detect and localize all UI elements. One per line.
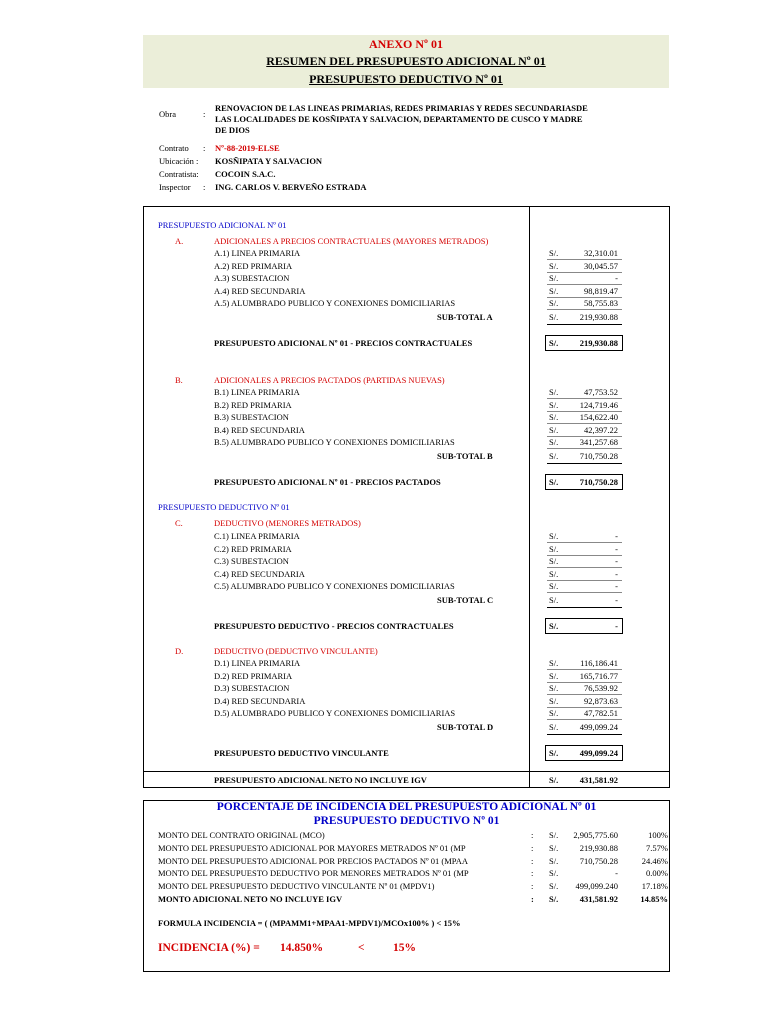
inspector-label: Inspector — [159, 182, 191, 192]
subtotal-a-underline — [547, 324, 622, 325]
item-underline — [547, 592, 622, 593]
section-c-title: DEDUCTIVO (MENORES METRADOS) — [214, 518, 361, 528]
section-a-letter: A. — [175, 236, 184, 246]
incidence-row-percent: 14.85% — [640, 894, 668, 904]
incidence-row-colon: : — [531, 894, 534, 904]
contrato-colon: : — [203, 143, 206, 153]
incidence-row-colon: : — [531, 881, 534, 892]
total-d-label: PRESUPUESTO DEDUCTIVO VINCULANTE — [214, 748, 389, 758]
annex-title: ANEXO Nº 01 — [369, 37, 443, 51]
item-currency: S/. — [549, 412, 559, 423]
contratista-value: COCOIN S.A.C. — [215, 169, 276, 179]
inspector-value: ING. CARLOS V. BERVEÑO ESTRADA — [215, 182, 367, 192]
incidence-result-limit: 15% — [393, 942, 416, 954]
incidence-row-value: 499,099.240 — [575, 881, 618, 892]
section-c-letter: C. — [175, 518, 183, 528]
incidence-row-value: - — [615, 868, 618, 879]
item-label: C.1) LINEA PRIMARIA — [214, 531, 300, 541]
net-row-divider — [143, 771, 670, 772]
total-a-currency: S/. — [549, 338, 559, 348]
item-currency: S/. — [549, 670, 559, 681]
item-label: A.5) ALUMBRADO PUBLICO Y CONEXIONES DOMICILIARIAS — [214, 298, 456, 309]
subtotal-d-currency: S/. — [549, 722, 559, 732]
item-label: D.3) SUBESTACION — [214, 683, 290, 694]
ubicacion-label: Ubicación : — [159, 156, 199, 166]
ubicacion-value: KOSÑIPATA Y SALVACION — [215, 156, 323, 166]
incidence-row-percent: 0.00% — [646, 868, 668, 879]
item-currency: S/. — [549, 581, 559, 592]
obra-label: Obra — [159, 109, 176, 119]
item-value: 47,753.52 — [584, 387, 618, 397]
item-value: 32,310.01 — [584, 248, 618, 258]
item-value: 116,186.41 — [580, 658, 618, 668]
document-header — [143, 35, 669, 88]
item-label: C.5) ALUMBRADO PUBLICO Y CONEXIONES DOMICILIARIAS — [214, 581, 455, 592]
item-currency: S/. — [549, 260, 559, 271]
subtotal-c-currency: S/. — [549, 595, 559, 605]
contrato-value: Nº-88-2019-ELSE — [215, 143, 280, 153]
deductivo-heading: PRESUPUESTO DEDUCTIVO Nº 01 — [158, 502, 290, 512]
item-currency: S/. — [549, 437, 559, 448]
item-currency: S/. — [549, 387, 559, 397]
item-currency: S/. — [549, 683, 559, 694]
item-label: D.4) RED SECUNDARIA — [214, 695, 306, 706]
incidence-row-currency: S/. — [549, 830, 559, 840]
incidence-row-colon: : — [531, 830, 534, 840]
incidence-row-currency: S/. — [549, 881, 559, 892]
subtotal-d-value: 499,099.24 — [579, 722, 618, 732]
contratista-label: Contratista: — [159, 169, 199, 179]
incidence-result-value: 14.850% — [280, 942, 324, 954]
contrato-label: Contrato — [159, 143, 189, 153]
item-currency: S/. — [549, 298, 559, 309]
section-d-title: DEDUCTIVO (DEDUCTIVO VINCULANTE) — [214, 646, 378, 656]
item-value: 98,819.47 — [584, 285, 618, 296]
item-label: D.2) RED PRIMARIA — [214, 670, 293, 681]
item-currency: S/. — [549, 556, 559, 567]
obra-line-2: LAS LOCALIDADES DE KOSÑIPATA Y SALVACION, DEPARTAMENTO DE CUSCO Y MADRE — [215, 114, 583, 124]
item-value: 154,622.40 — [579, 412, 618, 423]
summary-title: RESUMEN DEL PRESUPUESTO ADICIONAL Nº 01 — [266, 54, 546, 68]
item-currency: S/. — [549, 424, 559, 435]
item-value: 30,045.57 — [584, 260, 618, 271]
section-a-title: ADICIONALES A PRECIOS CONTRACTUALES (MAYORES METRADOS) — [214, 236, 489, 246]
amount-column-divider — [529, 206, 530, 788]
incidence-row-value: 2,905,775.60 — [573, 830, 618, 840]
item-label: A.2) RED PRIMARIA — [214, 260, 293, 271]
incidence-row-percent: 24.46% — [641, 855, 668, 866]
item-label: C.2) RED PRIMARIA — [214, 543, 292, 554]
incidence-row-colon: : — [531, 868, 534, 879]
incidence-row-colon: : — [531, 842, 534, 853]
incidence-result-op: < — [358, 942, 365, 954]
net-label: PRESUPUESTO ADICIONAL NETO NO INCLUYE IGV — [214, 775, 427, 785]
subtotal-a-value: 219,930.88 — [579, 312, 618, 322]
obra-line-3: DE DIOS — [215, 125, 250, 135]
total-c-label: PRESUPUESTO DEDUCTIVO - PRECIOS CONTRACTUALES — [214, 621, 454, 631]
subtotal-c-label: SUB-TOTAL C — [437, 595, 494, 605]
item-underline — [547, 719, 622, 720]
total-d-value: 499,099.24 — [579, 748, 618, 758]
subtotal-b-label: SUB-TOTAL B — [437, 451, 493, 461]
item-label: C.4) RED SECUNDARIA — [214, 568, 305, 579]
incidence-row-value: 219,930.88 — [579, 842, 618, 853]
item-label: B.2) RED PRIMARIA — [214, 399, 292, 410]
adicional-heading: PRESUPUESTO ADICIONAL Nº 01 — [158, 220, 287, 230]
incidence-row-label: MONTO DEL PRESUPUESTO ADICIONAL POR PRECIOS PACTADOS Nº 01 (MPAA — [158, 855, 468, 866]
subtotal-b-currency: S/. — [549, 451, 559, 461]
item-value: - — [615, 531, 618, 541]
incidence-title-2: PRESUPUESTO DEDUCTIVO Nº 01 — [313, 815, 500, 827]
incidence-row-value: 431,581.92 — [579, 894, 618, 904]
item-currency: S/. — [549, 658, 559, 668]
item-label: A.4) RED SECUNDARIA — [214, 285, 306, 296]
net-currency: S/. — [549, 775, 559, 785]
section-b-letter: B. — [175, 375, 183, 385]
total-b-label: PRESUPUESTO ADICIONAL Nº 01 - PRECIOS PACTADOS — [214, 477, 441, 487]
incidence-row-label: MONTO ADICIONAL NETO NO INCLUYE IGV — [158, 894, 343, 904]
subtotal-d-underline — [547, 734, 622, 735]
section-d-letter: D. — [175, 646, 184, 656]
total-c-value: - — [615, 621, 618, 631]
item-currency: S/. — [549, 248, 559, 258]
net-value: 431,581.92 — [579, 775, 618, 785]
item-value: 76,539.92 — [584, 683, 618, 694]
item-currency: S/. — [549, 531, 559, 541]
subtotal-a-label: SUB-TOTAL A — [437, 312, 493, 322]
item-value: 47,782.51 — [584, 708, 618, 719]
item-currency: S/. — [549, 568, 559, 579]
item-value: 341,257.68 — [579, 437, 618, 448]
incidence-row-label: MONTO DEL PRESUPUESTO ADICIONAL POR MAYORES METRADOS Nº 01 (MP — [158, 842, 466, 853]
incidence-row-currency: S/. — [549, 842, 559, 853]
item-currency: S/. — [549, 708, 559, 719]
deductive-title: PRESUPUESTO DEDUCTIVO Nº 01 — [309, 72, 503, 86]
inspector-colon: : — [203, 182, 206, 192]
item-currency: S/. — [549, 543, 559, 554]
item-currency: S/. — [549, 695, 559, 706]
total-b-currency: S/. — [549, 477, 559, 487]
item-value: 124,719.46 — [579, 399, 618, 410]
item-value: 58,755.83 — [584, 298, 618, 309]
item-value: - — [615, 543, 618, 554]
item-label: C.3) SUBESTACION — [214, 556, 289, 567]
incidence-row-currency: S/. — [549, 855, 559, 866]
subtotal-c-value: - — [615, 595, 618, 605]
item-label: A.1) LINEA PRIMARIA — [214, 248, 301, 258]
incidence-formula: FORMULA INCIDENCIA = ( (MPAMM1+MPAA1-MPDV1)/MCOx100% ) < 15% — [158, 918, 461, 928]
item-value: 165,716.77 — [579, 670, 618, 681]
item-value: - — [615, 581, 618, 592]
subtotal-d-label: SUB-TOTAL D — [437, 722, 494, 732]
incidence-title-1: PORCENTAJE DE INCIDENCIA DEL PRESUPUESTO ADICIONAL Nº 01 — [216, 801, 597, 813]
incidence-row-currency: S/. — [549, 894, 559, 904]
item-label: B.3) SUBESTACION — [214, 412, 289, 423]
item-value: - — [615, 273, 618, 284]
item-value: 92,873.63 — [584, 695, 618, 706]
item-value: - — [615, 556, 618, 567]
incidence-row-label: MONTO DEL CONTRATO ORIGINAL (MCO) — [158, 830, 325, 840]
item-currency: S/. — [549, 285, 559, 296]
item-label: B.4) RED SECUNDARIA — [214, 424, 305, 435]
incidence-row-percent: 7.57% — [646, 842, 668, 853]
total-b-value: 710,750.28 — [579, 477, 618, 487]
total-c-currency: S/. — [549, 621, 559, 631]
item-value: 42,397.22 — [584, 424, 618, 435]
item-value: - — [615, 568, 618, 579]
obra-line-1: RENOVACION DE LAS LINEAS PRIMARIAS, REDES PRIMARIAS Y REDES SECUNDARIASDE — [215, 103, 588, 113]
subtotal-b-underline — [547, 463, 622, 464]
item-label: D.1) LINEA PRIMARIA — [214, 658, 301, 668]
item-underline — [547, 448, 622, 449]
subtotal-a-currency: S/. — [549, 312, 559, 322]
item-label: D.5) ALUMBRADO PUBLICO Y CONEXIONES DOMICILIARIAS — [214, 708, 456, 719]
total-a-label: PRESUPUESTO ADICIONAL Nº 01 - PRECIOS CONTRACTUALES — [214, 338, 473, 348]
item-underline — [547, 309, 622, 310]
total-a-value: 219,930.88 — [579, 338, 618, 348]
incidence-row-percent: 100% — [648, 830, 668, 840]
total-d-currency: S/. — [549, 748, 559, 758]
subtotal-b-value: 710,750.28 — [579, 451, 618, 461]
incidence-row-value: 710,750.28 — [579, 855, 618, 866]
incidence-row-currency: S/. — [549, 868, 559, 879]
incidence-row-colon: : — [531, 855, 534, 866]
incidence-row-label: MONTO DEL PRESUPUESTO DEDUCTIVO POR MENORES METRADOS Nº 01 (MP — [158, 868, 469, 879]
subtotal-c-underline — [547, 607, 622, 608]
item-label: A.3) SUBESTACION — [214, 273, 290, 284]
obra-colon: : — [203, 109, 206, 119]
incidence-row-label: MONTO DEL PRESUPUESTO DEDUCTIVO VINCULANTE Nº 01 (MPDV1) — [158, 881, 435, 892]
incidence-row-percent: 17.18% — [641, 881, 668, 892]
incidence-result-label: INCIDENCIA (%) = — [158, 942, 260, 954]
item-currency: S/. — [549, 399, 559, 410]
item-label: B.1) LINEA PRIMARIA — [214, 387, 300, 397]
item-label: B.5) ALUMBRADO PUBLICO Y CONEXIONES DOMICILIARIAS — [214, 437, 455, 448]
section-b-title: ADICIONALES A PRECIOS PACTADOS (PARTIDAS NUEVAS) — [214, 375, 445, 385]
item-currency: S/. — [549, 273, 559, 284]
